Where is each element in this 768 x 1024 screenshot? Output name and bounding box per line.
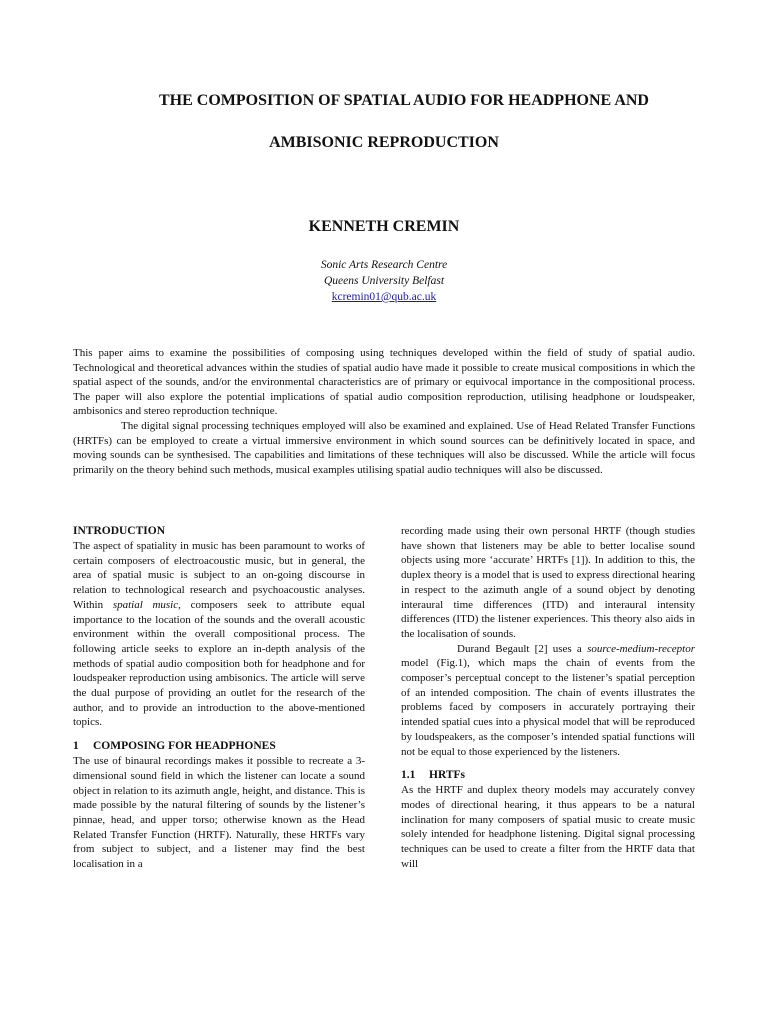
author-email-link[interactable]: kcremin01@qub.ac.uk xyxy=(331,291,437,303)
affiliation-centre: Sonic Arts Research Centre xyxy=(320,259,448,271)
introduction-text-end: , composers seek to attribute equal importance to the location of the sounds and the overall acoustic environment within the overall compositional process. The following article seeks to explore an in-depth analysis of the methods of spatial audio composition both for headphone and for loudspeaker reproduction using ambisonics. The article will serve the dual purpose of providing an outlet for the research of the author, and to provide an introduction to the above-mentioned topics. xyxy=(73,598,365,729)
section-1-1-number: 1.1 xyxy=(401,769,416,782)
abstract-paragraph-2: The digital signal processing techniques employed will also be examined and explained. Use of Head Related Transfer Functions (HRTFs) can be employed to create a virtual immersive environment in which sound sources can be definitively located in space, and moving sounds can be synthesised. The capabilities and limitations of these techniques will also be discussed. While the article will focus primarily on the theory behind such methods, musical examples utilising spatial audio techniques will also be discussed. xyxy=(73,419,695,476)
section-1-1-paragraph: As the HRTF and duplex theory models may accurately convey modes of directional hearing, it thus appears to be a natural inclination for many composers of spatial music to create music solely intended for headphone listening. Digital signal processing techniques can be used to create a filter from the HRTF data that will xyxy=(401,784,695,870)
section-1-title: COMPOSING FOR HEADPHONES xyxy=(93,740,276,753)
abstract-paragraph-1: This paper aims to examine the possibilities of composing using techniques developed within the field of study of spatial audio. Technological and theoretical advances within the studies of spatial audio have made it possible to create musical compositions in which the spatial aspect of the sounds, and/or the environmental characteristics are of primary or equivocal importance in the compositional process. The paper will also explore the potential implications of spatial audio composition reproduction, utilising headphone or loudspeaker, ambisonics and stereo reproduction technique. xyxy=(73,347,695,418)
right-paragraph-2-emphasis: source-medium-receptor xyxy=(587,642,695,655)
affiliation-university: Queens University Belfast xyxy=(323,275,445,287)
right-paragraph-1: recording made using their own personal HRTF (though studies have shown that listeners may be able to better localise sound objects using more ‘accurate’ HRTFs [1]). In addition to this, the duplex theory is a model that is used to express directional hearing in respect to the azimuth angle of a sound object by denoting interaural time differences (ITD) and interaural intensity differences (ITD) the listener experiences. This theory also aids in the localisation of sounds. xyxy=(401,525,695,640)
left-column xyxy=(73,524,365,872)
right-column xyxy=(401,524,695,871)
right-paragraph-2-end: model (Fig.1), which maps the chain of events from the composer’s perceptual concept to the listener’s spatial perception of an intended composition. The chain of events illustrates the problems faced by composers in accurately portraying their intended spatial cues into a physical model that will be reproduced by loudspeakers, as the composer’s intended spatial functions will not be equal to those experienced by the listeners. xyxy=(401,657,695,758)
section-1-paragraph: The use of binaural recordings makes it possible to recreate a 3-dimensional sound field in which the listener can locate a sound object in relation to its azimuth angle, height, and distance. This is made possible by the natural filtering of sounds by the listener’s pinnae, head, and upper torso; otherwise known as the Head Related Transfer Function (HRTF). Naturally, these HRTFs vary from subject to subject, and a listener may find the best localisation in a xyxy=(73,755,365,871)
introduction-paragraph xyxy=(73,539,365,730)
right-paragraph-2-start: Durand Begault [2] uses a xyxy=(457,642,588,655)
section-1-number: 1 xyxy=(73,740,79,753)
section-1-heading xyxy=(73,739,365,754)
introduction-text-start: The aspect of spatiality in music has been paramount to works of certain composers of electroacoustic music, but in general, the area of spatial music is subject to an on-going discourse in relation to technological research and psychoacoustic analyses. Within xyxy=(73,540,365,611)
author-name: KENNETH CREMIN xyxy=(308,218,460,235)
paper-title-line-2: AMBISONIC REPRODUCTION xyxy=(269,134,499,151)
section-1-1-heading xyxy=(401,768,695,783)
paper-title-line-1: THE COMPOSITION OF SPATIAL AUDIO FOR HEADPHONE AND xyxy=(159,92,649,109)
right-paragraph-2 xyxy=(401,642,695,760)
abstract xyxy=(73,346,695,477)
introduction-heading: INTRODUCTION xyxy=(73,525,166,537)
introduction-emphasis: spatial music xyxy=(112,598,179,611)
author-email-row xyxy=(0,289,768,305)
section-1-1-title: HRTFs xyxy=(429,769,466,782)
